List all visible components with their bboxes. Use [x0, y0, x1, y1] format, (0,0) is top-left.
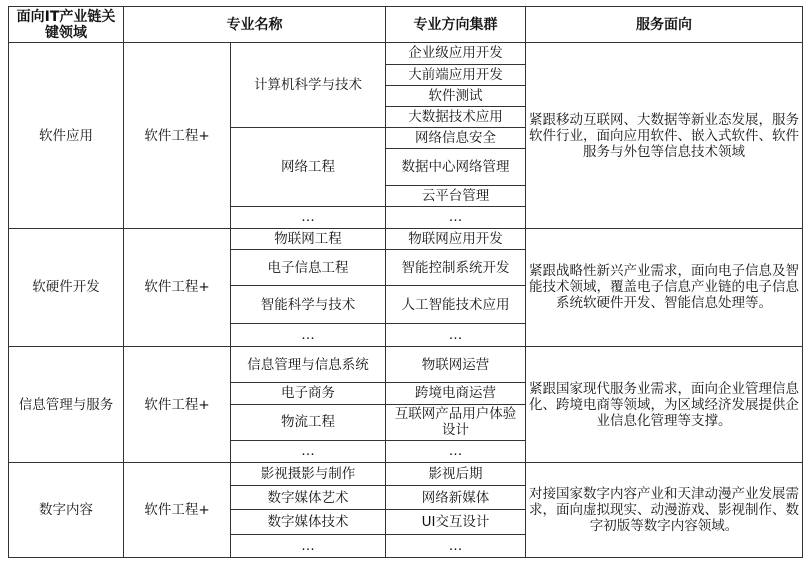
direction-cell: 物联网运营: [386, 347, 526, 383]
direction-cell: 物联网应用开发: [386, 228, 526, 249]
direction-cell: 大数据技术应用: [386, 106, 526, 127]
header-major: 专业名称: [124, 7, 386, 43]
direction-cell: …: [386, 206, 526, 228]
direction-cell: …: [386, 534, 526, 557]
major-cell: 电子信息工程: [231, 250, 386, 286]
direction-cell: …: [386, 440, 526, 462]
direction-cell: 智能控制系统开发: [386, 250, 526, 286]
service-cell: 紧跟战略性新兴产业需求，面向电子信息及智能技术领域，覆盖电子信息产业链的电子信息系统软硬件开发、智能信息处理等。: [526, 228, 803, 346]
degree-cell: 软件工程+: [124, 347, 231, 463]
header-row: [9, 7, 803, 43]
direction-cell: UI交互设计: [386, 510, 526, 534]
table-row: [9, 43, 803, 64]
header-direction: 专业方向集群: [386, 7, 526, 43]
direction-cell: 大前端应用开发: [386, 64, 526, 85]
major-cell: 电子商务: [231, 383, 386, 404]
major-cell: …: [231, 440, 386, 462]
major-cell: …: [231, 206, 386, 228]
major-cell: 物联网工程: [231, 228, 386, 249]
major-cell: …: [231, 534, 386, 557]
direction-cell: 数据中心网络管理: [386, 149, 526, 185]
major-cell: 物流工程: [231, 404, 386, 440]
table-row: [9, 228, 803, 249]
program-table: [8, 6, 803, 558]
major-cell: 影视摄影与制作: [231, 463, 386, 486]
major-cell: 网络工程: [231, 128, 386, 207]
field-cell: 信息管理与服务: [9, 347, 124, 463]
table-row: [9, 463, 803, 486]
direction-cell: 网络新媒体: [386, 486, 526, 510]
service-cell: 对接国家数字内容产业和天津动漫产业发展需求，面向虚拟现实、动漫游戏、影视制作、数字初版等数字内容领域。: [526, 463, 803, 558]
direction-cell: 企业级应用开发: [386, 43, 526, 64]
direction-cell: 跨境电商运营: [386, 383, 526, 404]
direction-cell: 影视后期: [386, 463, 526, 486]
direction-cell: 云平台管理: [386, 185, 526, 206]
major-cell: 计算机科学与技术: [231, 43, 386, 128]
degree-cell: 软件工程+: [124, 463, 231, 558]
major-cell: 数字媒体技术: [231, 510, 386, 534]
direction-cell: 互联网产品用户体验设计: [386, 404, 526, 440]
degree-cell: 软件工程+: [124, 228, 231, 346]
direction-cell: 网络信息安全: [386, 128, 526, 149]
direction-cell: …: [386, 323, 526, 346]
field-cell: 软硬件开发: [9, 228, 124, 346]
header-service: 服务面向: [526, 7, 803, 43]
table-row: [9, 347, 803, 383]
service-cell: 紧跟移动互联网、大数据等新业态发展，服务软件行业，面向应用软件、嵌入式软件、软件服务与外包等信息技术领域: [526, 43, 803, 229]
major-cell: 信息管理与信息系统: [231, 347, 386, 383]
degree-cell: 软件工程+: [124, 43, 231, 229]
major-cell: 数字媒体艺术: [231, 486, 386, 510]
major-cell: 智能科学与技术: [231, 286, 386, 323]
direction-cell: 人工智能技术应用: [386, 286, 526, 323]
header-field: 面向IT产业链关键领域: [9, 7, 124, 43]
field-cell: 数字内容: [9, 463, 124, 558]
direction-cell: 软件测试: [386, 85, 526, 106]
major-cell: …: [231, 323, 386, 346]
field-cell: 软件应用: [9, 43, 124, 229]
service-cell: 紧跟国家现代服务业需求，面向企业管理信息化、跨境电商等领域，为区域经济发展提供企业信息化管理等支撑。: [526, 347, 803, 463]
